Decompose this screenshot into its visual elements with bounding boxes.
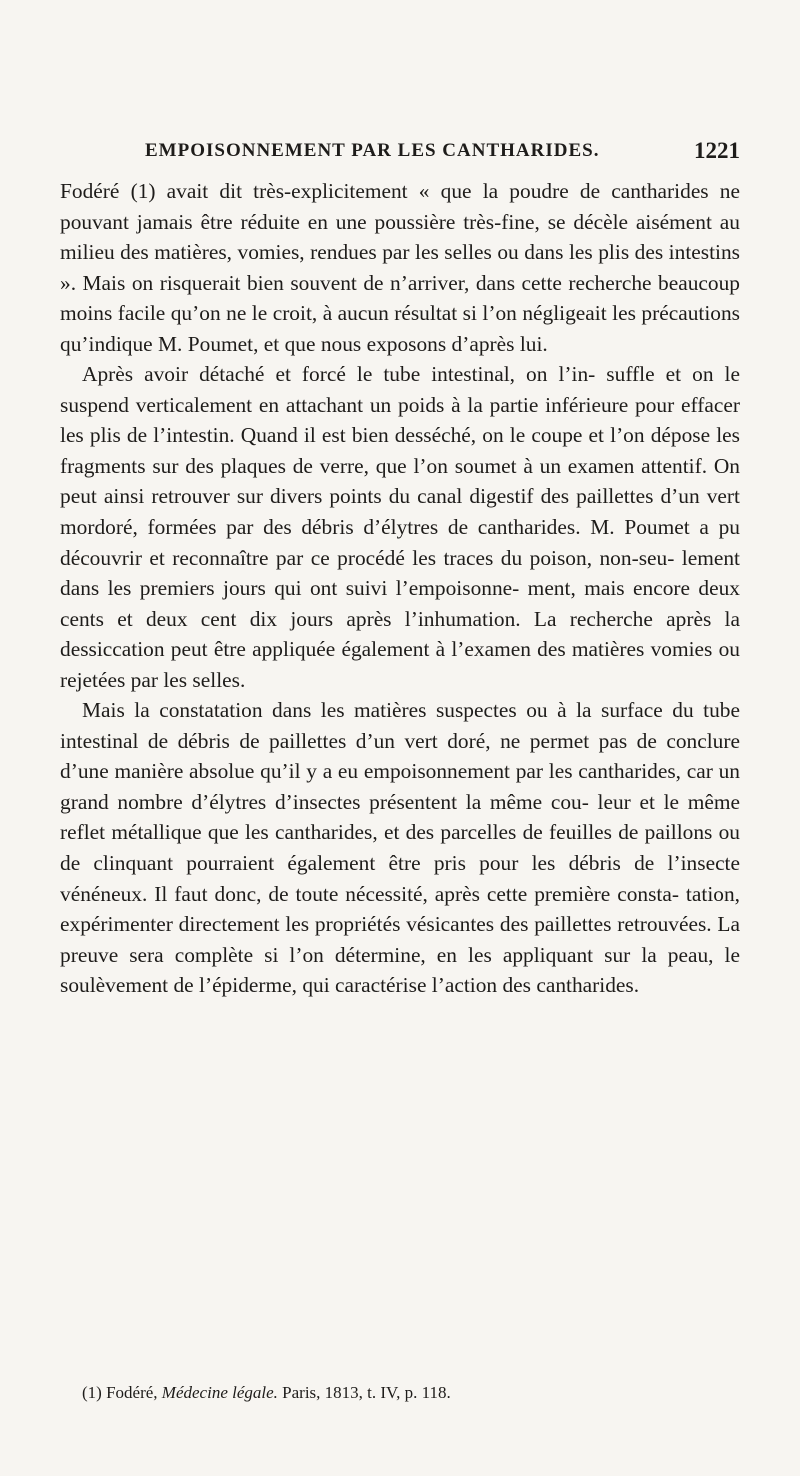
body-text xyxy=(60,176,740,1001)
page-number: 1221 xyxy=(694,138,740,163)
footnote-work-title: Médecine légale. xyxy=(161,1383,278,1402)
paragraph-2: Après avoir détaché et forcé le tube intestinal, on l’in- suffle et on le suspend verticalement en attachant un poids à la partie inférieure pour effacer les plis de l’intestin. Quand il est bien desséché, on le coupe et l’on dépose les fragments sur des plaques de verre, que l’on soumet à un examen attentif. On peut ainsi retrouver sur divers points du canal digestif des paillettes d’un vert mordoré, formées par des débris d’élytres de cantharides. M. Poumet a pu découvrir et reconnaître par ce procédé les traces du poison, non-seu- lement dans les premiers jours qui ont suivi l’empoisonne- ment, mais encore deux cents et deux cent dix jours après l’inhumation. La recherche après la dessiccation peut être appliquée également à l’examen des matières vomies ou rejetées par les selles. xyxy=(60,362,740,692)
footnote-details: Paris, 1813, t. IV, p. 118. xyxy=(282,1383,451,1402)
running-head xyxy=(60,140,740,170)
paragraph-3: Mais la constatation dans les matières suspectes ou à la surface du tube intestinal de débris de paillettes d’un vert doré, ne permet pas de conclure d’une manière absolue qu’il y a eu empoisonnement par les cantharides, car un grand nombre d’élytres d’insectes présentent la même cou- leur et le même reflet métallique que les cantharides, et des parcelles de feuilles de paillons ou de clinquant pourraient également être pris pour les débris de l’insecte vénéneux. Il faut donc, de toute nécessité, après cette première consta- tation, expérimenter directement les propriétés vésicantes des paillettes retrouvées. La preuve sera complète si l’on détermine, en les appliquant sur la peau, le soulèvement de l’épiderme, qui caractérise l’action des cantharides. xyxy=(60,698,740,998)
footnote-author: Fodéré, xyxy=(106,1383,158,1402)
running-title: EMPOISONNEMENT PAR LES CANTHARIDES. xyxy=(145,140,600,161)
footnote xyxy=(82,1382,740,1404)
footnote-marker: (1) xyxy=(82,1383,102,1402)
paragraph-1: Fodéré (1) avait dit très-explicitement « que la poudre de cantharides ne pouvant jamais être réduite en une poussière très-fine, se décèle aisément au milieu des matières, vomies, rendues par les selles ou dans les plis des intestins ». Mais on risquerait bien souvent de n’arriver, dans cette recherche beaucoup moins facile qu’on ne le croit, à aucun résultat si l’on négligeait les précautions qu’indique M. Poumet, et que nous exposons d’après lui. xyxy=(60,179,740,356)
